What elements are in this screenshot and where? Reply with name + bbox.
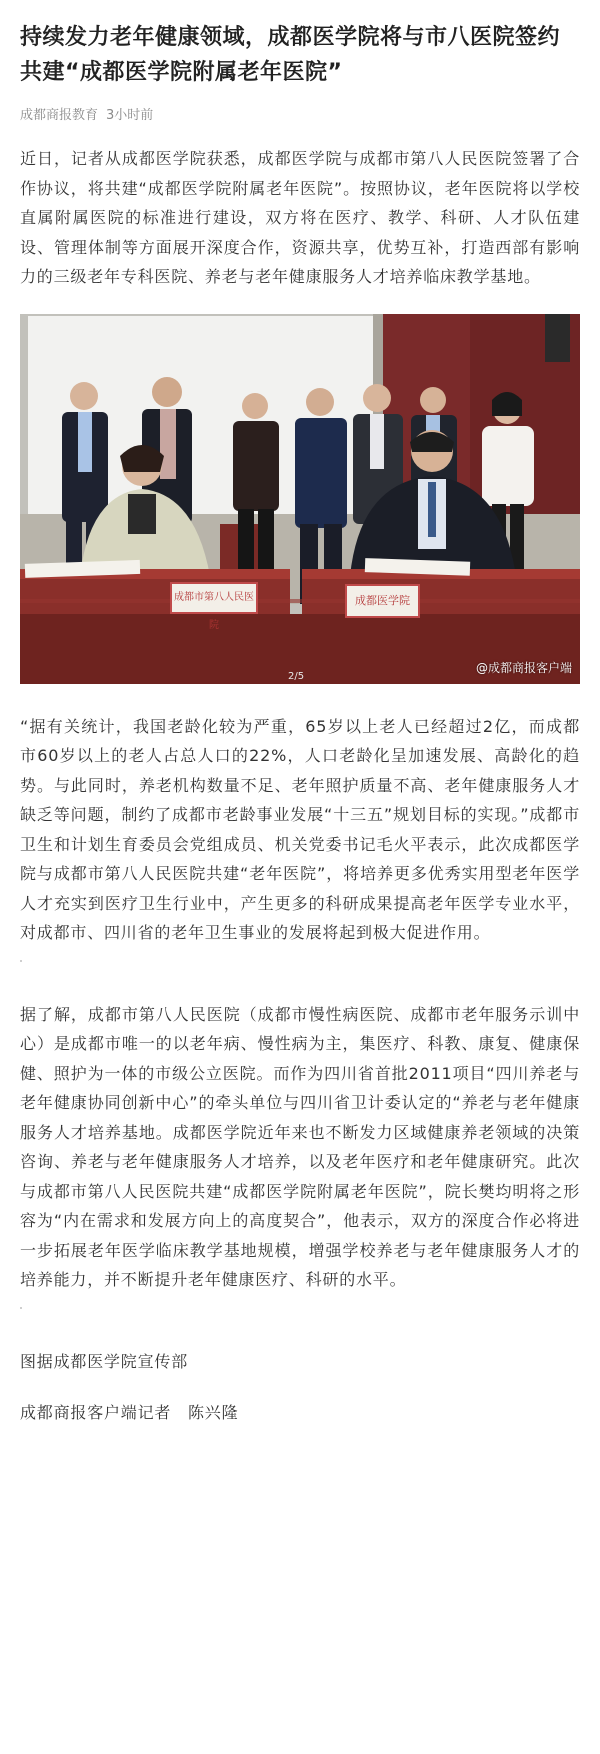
spacer [20, 948, 580, 980]
photo-page-indicator: 2/5 [288, 670, 305, 682]
paragraph-3: 据了解，成都市第八人民医院（成都市慢性病医院、成都市老年服务示训中心）是成都市唯一的以老年病、慢性病为主，集医疗、科教、康复、健康保健、照护为一体的市级公立医院。而作为四川省首批2011项目“四川养老与老年健康协同创新中心”的牵头单位与四川省卫计委认定的“养老与老年健康服务人才培养基地。成都医学院近年来也不断发力区域健康养老领域的决策咨询、养老与老年健康服务人才培养，以及老年医疗和老年健康研究。此次与成都市第八人民医院共建“成都医学院附属老年医院”，院长樊均明将之形容为“内在需求和发展方向上的高度契合”，他表示，双方的深度合作必将进一步拓展老年医学临床教学基地规模，增强学校养老与老年健康服务人才的培养能力，并不断提升老年健康医疗、科研的水平。 [20, 1004, 580, 1289]
photo-credit: 图据成都医学院宣传部 [20, 1351, 189, 1371]
spacer [20, 1295, 580, 1327]
nameplate-right: 成都医学院 [345, 584, 420, 618]
nameplate-left: 成都市第八人民医院 [170, 582, 258, 614]
reporter-byline: 成都商报客户端记者 陈兴隆 [20, 1402, 239, 1422]
signing-photo[interactable] [20, 314, 580, 684]
photo-watermark: @成都商报客户端 [475, 660, 572, 675]
paragraph-1: 近日，记者从成都医学院获悉，成都医学院与成都市第八人民医院签署了合作协议，将共建“成都医学院附属老年医院”。按照协议，老年医院将以学校直属附属医院的标准进行建设，双方将在医疗、教学、科研、人才队伍建设、管理体制等方面展开深度合作，资源共享，优势互补，打造西部有影响力的三级老年专科医院、养老与老年健康服务人才培养临床教学基地。 [20, 149, 580, 286]
article-meta [20, 104, 580, 124]
article-source[interactable]: 成都商报教育 [20, 108, 99, 123]
paragraph-2: “据有关统计，我国老龄化较为严重，65岁以上老人已经超过2亿，而成都市60岁以上的老人占总人口的22%，人口老龄化呈加速发展、高龄化的趋势。与此同时，养老机构数量不足、老年照护质量不高、老年健康服务人才缺乏等问题，制约了成都市老龄事业发展“十三五”规划目标的实现。”成都市卫生和计划生育委员会党组成员、机关党委书记毛火平表示，此次成都医学院与成都市第八人民医院共建“老年医院”，将培养更多优秀实用型老年医学人才充实到医疗卫生行业中，产生更多的科研成果提高老年医学专业水平，对成都市、四川省的老年卫生事业的发展将起到极大促进作用。 [20, 716, 580, 942]
signing-photo-illustration [20, 314, 580, 684]
article-time: 3小时前 [106, 108, 154, 123]
article-title: 持续发力老年健康领域，成都医学院将与市八医院签约共建“成都医学院附属老年医院” [20, 25, 561, 85]
